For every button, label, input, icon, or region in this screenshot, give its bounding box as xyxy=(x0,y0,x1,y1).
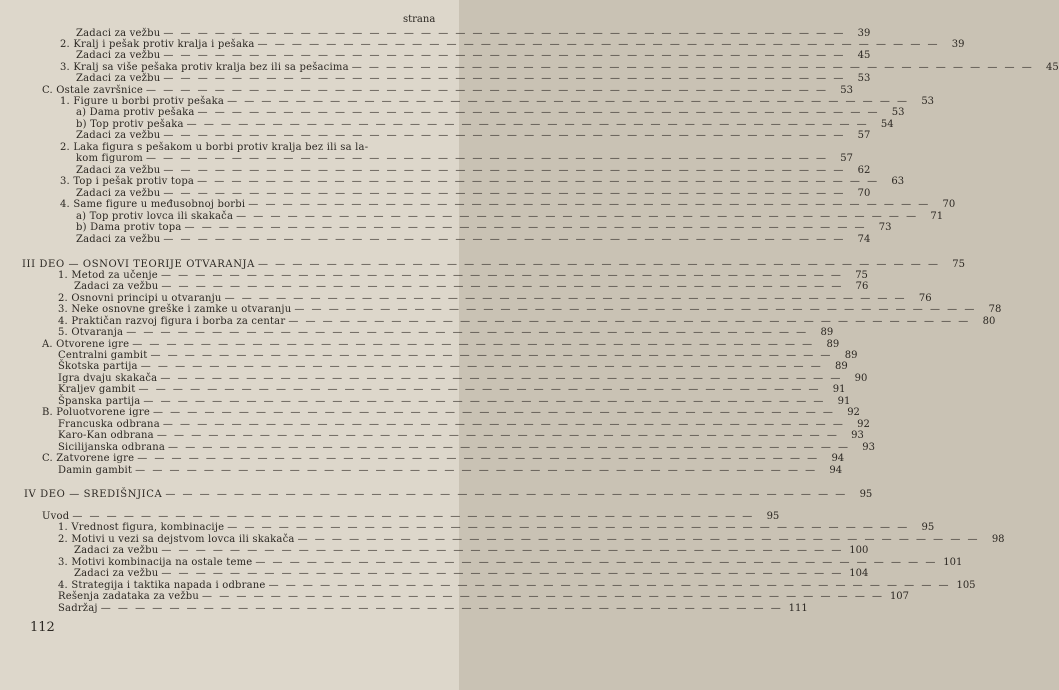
toc-entry-title: Damin gambit xyxy=(58,465,133,476)
toc-entry-title: Zadaci za vežbu xyxy=(76,28,161,39)
toc-entry-page: 74 xyxy=(857,234,871,245)
toc-entry xyxy=(74,281,869,292)
toc-entry xyxy=(76,234,871,245)
dash-leader: — — — — — — — — — — — — — — — — — — — — — — — — — — — — — — — — — — — — — — — — xyxy=(161,545,844,556)
toc-entry-title: 1. Figure u borbi protiv pešaka xyxy=(60,96,225,107)
dash-leader: — — — — — — — — — — — — — — — — — — — — — — — — — — — — — — — — — — — — — — — — xyxy=(163,28,846,39)
toc-entry-page: 54 xyxy=(880,119,894,130)
toc-entry-title: 1. Metod za učenje xyxy=(58,270,158,281)
toc-entry-title: A. Otvorene igre xyxy=(42,339,130,350)
dash-leader: — — — — — — — — — — — — — — — — — — — — — — — — — — — — — — — — — — — — — — — — xyxy=(72,511,755,522)
dash-leader: — — — — — — — — — — — — — — — — — — — — — — — — — — — — — — — — — — — — — — — — xyxy=(236,211,919,222)
toc-entry xyxy=(58,430,864,441)
toc-entry xyxy=(58,361,848,372)
toc-entry-title: 3. Motivi kombinacija na ostale teme xyxy=(58,557,253,568)
toc-entry-title: 4. Praktičan razvoj figura i borba za centar xyxy=(58,316,286,327)
toc-entry-title: Zadaci za vežbu xyxy=(76,130,161,141)
toc-entry-page: 101 xyxy=(943,557,963,568)
toc-entry-title: Uvod xyxy=(42,511,70,522)
toc-entry xyxy=(58,316,996,327)
dash-leader: — — — — — — — — — — — — — — — — — — — — — — — — — — — — — — — — — — — — — — — — xyxy=(288,316,971,327)
dash-leader: — — — — — — — — — — — — — — — — — — — — — — — — — — — — — — — — — — — — — — — — xyxy=(126,327,809,338)
dash-leader: — — — — — — — — — — — — — — — — — — — — — — — — — — — — — — — — — — — — — — — — xyxy=(160,270,843,281)
toc-entry-page: 111 xyxy=(788,603,808,614)
toc-entry-title: C. Ostale završnice xyxy=(42,85,144,96)
toc-entry-page: 73 xyxy=(878,222,892,233)
dash-leader: — — — — — — — — — — — — — — — — — — — — — — — — — — — — — — — — — — — — — — — — xyxy=(202,591,885,602)
toc-entry-title: B. Poluotvorene igre xyxy=(42,407,150,418)
dash-leader: — — — — — — — — — — — — — — — — — — — — — — — — — — — — — — — — — — — — — — — — xyxy=(163,165,846,176)
toc-entry xyxy=(58,293,932,304)
toc-entry-page: 92 xyxy=(847,407,860,418)
toc-entry-title: b) Dama protiv topa xyxy=(76,222,182,233)
toc-entry xyxy=(76,50,871,61)
toc-entry-title: Zadaci za vežbu xyxy=(74,568,159,579)
dash-leader: — — — — — — — — — — — — — — — — — — — — — — — — — — — — — — — — — — — — — — — — xyxy=(156,430,839,441)
toc-entry-page: 53 xyxy=(840,85,853,96)
toc-entry-title: Zadaci za vežbu xyxy=(76,234,161,245)
toc-entry-title: a) Dama protiv pešaka xyxy=(76,107,195,118)
toc-entry-page: 92 xyxy=(857,419,870,430)
toc-entry-page: 91 xyxy=(832,384,846,395)
toc-entry-page: 89 xyxy=(834,361,848,372)
toc-entry-page: 75 xyxy=(855,270,868,281)
page-number: 112 xyxy=(30,620,55,635)
toc-entry-page: 70 xyxy=(942,199,956,210)
page-column-header: strana xyxy=(403,14,436,25)
toc-entry xyxy=(76,119,894,130)
toc-entry xyxy=(76,165,871,176)
dash-leader: — — — — — — — — — — — — — — — — — — — — — — — — — — — — — — — — — — — — — — — — xyxy=(143,396,826,407)
dash-leader: — — — — — — — — — — — — — — — — — — — — — — — — — — — — — — — — — — — — — — — — xyxy=(257,39,940,50)
toc-entry xyxy=(58,603,808,614)
toc-entry xyxy=(58,580,976,591)
toc-entry-page: 100 xyxy=(849,545,869,556)
toc-entry-title: Centralni gambit xyxy=(58,350,148,361)
toc-entry xyxy=(76,73,871,84)
dash-leader: — — — — — — — — — — — — — — — — — — — — — — — — — — — — — — — — — — — — — — — — xyxy=(138,384,821,395)
dash-leader: — — — — — — — — — — — — — — — — — — — — — — — — — — — — — — — — — — — — — — — — xyxy=(248,199,931,210)
toc-entry-title: b) Top protiv pešaka xyxy=(76,119,184,130)
toc-entry xyxy=(58,350,858,361)
toc-entry-page: 89 xyxy=(844,350,858,361)
dash-leader: — — — — — — — — — — — — — — — — — — — — — — — — — — — — — — — — — — — — — — — — xyxy=(150,350,833,361)
dash-leader: — — — — — — — — — — — — — — — — — — — — — — — — — — — — — — — — — — — — — — — — xyxy=(160,373,843,384)
toc-entry-title: IV DEO — SREDIŠNJICA xyxy=(24,489,163,500)
dash-leader: — — — — — — — — — — — — — — — — — — — — — — — — — — — — — — — — — — — — — — — — xyxy=(140,361,823,372)
dash-leader: — — — — — — — — — — — — — — — — — — — — — — — — — — — — — — — — — — — — — — — — xyxy=(100,603,783,614)
toc-entry-page: 62 xyxy=(857,165,871,176)
toc-entry-title: 4. Same figure u međusobnoj borbi xyxy=(60,199,246,210)
dash-leader: — — — — — — — — — — — — — — — — — — — — — — — — — — — — — — — — — — — — — — — — xyxy=(162,419,845,430)
dash-leader: — — — — — — — — — — — — — — — — — — — — — — — — — — — — — — — — — — — — — — — — xyxy=(132,339,815,350)
toc-entry-title: C. Zatvorene igre xyxy=(42,453,135,464)
toc-entry-title: kom figurom xyxy=(76,153,143,164)
dash-leader: — — — — — — — — — — — — — — — — — — — — — — — — — — — — — — — — — — — — — — — — xyxy=(163,73,846,84)
toc-entry-title: Karo-Kan odbrana xyxy=(58,430,154,441)
toc-entry xyxy=(58,419,870,430)
toc-entry-page: 91 xyxy=(837,396,851,407)
toc-entry xyxy=(58,557,963,568)
dash-leader: — — — — — — — — — — — — — — — — — — — — — — — — — — — — — — — — — — — — — — — — xyxy=(165,489,848,500)
toc-entry-page: 107 xyxy=(889,591,910,602)
toc-entry-page: 93 xyxy=(862,442,876,453)
toc-entry-title: Škotska partija xyxy=(58,361,138,372)
toc-entry-page: 53 xyxy=(857,73,871,84)
dash-leader: — — — — — — — — — — — — — — — — — — — — — — — — — — — — — — — — — — — — — — — — xyxy=(186,119,869,130)
toc-entry-page: 105 xyxy=(956,580,976,591)
toc-entry-page: 57 xyxy=(857,130,871,141)
dash-leader: — — — — — — — — — — — — — — — — — — — — — — — — — — — — — — — — — — — — — — — — xyxy=(137,453,820,464)
toc-entry-title: 5. Otvaranja xyxy=(58,327,124,338)
toc-entry-title: 3. Top i pešak protiv topa xyxy=(60,176,195,187)
toc-entry xyxy=(60,199,956,210)
toc-entry xyxy=(74,568,869,579)
toc-entry xyxy=(76,211,944,222)
dash-leader: — — — — — — — — — — — — — — — — — — — — — — — — — — — — — — — — — — — — — — — — xyxy=(197,107,880,118)
toc-entry-title: 2. Kralj i pešak protiv kralja i pešaka xyxy=(60,39,255,50)
toc-entry-title: 4. Strategija i taktika napada i odbrane xyxy=(58,580,266,591)
toc-entry xyxy=(60,142,441,153)
toc-entry-title: Igra dvaju skakača xyxy=(58,373,158,384)
dash-leader: — — — — — — — — — — — — — — — — — — — — — — — — — — — — — — — — — — — — — — — — xyxy=(163,50,846,61)
toc-entry xyxy=(76,153,853,164)
toc-section-entry xyxy=(24,489,873,500)
toc-entry xyxy=(58,591,910,602)
toc-entry-page: 76 xyxy=(918,293,932,304)
toc-entry xyxy=(58,522,935,533)
toc-entry xyxy=(58,396,851,407)
toc-entry-page: 53 xyxy=(921,96,935,107)
dash-leader: — — — — — — — — — — — — — — — — — — — — — — — — — — — — — — — — — — — — — — — — xyxy=(351,62,1034,73)
toc-entry-title: 2. Motivi u vezi sa dejstvom lovca ili skakača xyxy=(58,534,295,545)
toc-entry xyxy=(76,188,871,199)
toc-entry-title: 1. Vrednost figura, kombinacije xyxy=(58,522,225,533)
toc-entry xyxy=(76,130,871,141)
toc-entry xyxy=(60,96,935,107)
toc-entry-title: III DEO — OSNOVI TEORIJE OTVARANJA xyxy=(22,259,255,270)
dash-leader: — — — — — — — — — — — — — — — — — — — — — — — — — — — — — — — — — — — — — — — — xyxy=(161,281,844,292)
toc-entry-page: 57 xyxy=(840,153,853,164)
toc-entry-page: 75 xyxy=(952,259,965,270)
toc-entry-title: Sicilijanska odbrana xyxy=(58,442,166,453)
toc-entry-page: 94 xyxy=(831,453,845,464)
toc-entry-page: 90 xyxy=(854,373,868,384)
toc-entry-title: Zadaci za vežbu xyxy=(76,188,161,199)
toc-entry xyxy=(42,511,780,522)
toc-entry-page: 95 xyxy=(766,511,780,522)
dash-leader: — — — — — — — — — — — — — — — — — — — — — — — — — — — — — — — — — — — — — — — — xyxy=(227,522,910,533)
toc-entry-page: 78 xyxy=(988,304,1002,315)
dash-leader: — — — — — — — — — — — — — — — — — — — — — — — — — — — — — — — — — — — — — — — — xyxy=(152,407,835,418)
dash-leader: — — — — — — — — — — — — — — — — — — — — — — — — — — — — — — — — — — — — — — — — xyxy=(184,222,867,233)
toc-entry xyxy=(58,270,868,281)
toc-entry-title: 2. Osnovni principi u otvaranju xyxy=(58,293,222,304)
dash-leader: — — — — — — — — — — — — — — — — — — — — — — — — — — — — — — — — — — — — — — — — xyxy=(168,442,851,453)
toc-section-entry xyxy=(22,259,965,270)
dash-leader: — — — — — — — — — — — — — — — — — — — — — — — — — — — — — — — — — — — — — — — — xyxy=(161,568,844,579)
toc-entry-page: 80 xyxy=(982,316,996,327)
toc-entry xyxy=(58,327,834,338)
dash-leader: — — — — — — — — — — — — — — — — — — — — — — — — — — — — — — — — — — — — — — — — xyxy=(257,259,940,270)
toc-entry xyxy=(60,62,1059,73)
dash-leader: — — — — — — — — — — — — — — — — — — — — — — — — — — — — — — — — — — — — — — — — xyxy=(224,293,907,304)
toc-entry-page: 70 xyxy=(857,188,871,199)
toc-entry-title: Rešenja zadataka za vežbu xyxy=(58,591,200,602)
dash-leader: — — — — — — — — — — — — — — — — — — — — — — — — — — — — — — — — — — — — — — — — xyxy=(197,176,880,187)
toc-entry-title: Španska partija xyxy=(58,396,141,407)
toc-entry xyxy=(60,176,905,187)
toc-entry xyxy=(42,339,840,350)
toc-entry-page: 39 xyxy=(857,28,871,39)
toc-entry-title: 2. Laka figura s pešakom u borbi protiv kralja bez ili sa la- xyxy=(60,142,369,153)
toc-entry-page: 98 xyxy=(991,534,1005,545)
toc-entry-title: 3. Neke osnovne greške i zamke u otvaranju xyxy=(58,304,292,315)
toc-entry-page: 53 xyxy=(891,107,905,118)
toc-entry xyxy=(60,39,965,50)
toc-entry xyxy=(76,107,905,118)
dash-leader: — — — — — — — — — — — — — — — — — — — — — — — — — — — — — — — — — — — — — — — — xyxy=(163,130,846,141)
toc-entry xyxy=(76,222,892,233)
toc-entry xyxy=(58,304,1002,315)
dash-leader: — — — — — — — — — — — — — — — — — — — — — — — — — — — — — — — — — — — — — — — — xyxy=(294,304,977,315)
toc-entry-title: Sadržaj xyxy=(58,603,98,614)
toc-entry-page: 63 xyxy=(891,176,905,187)
toc-entry-page: 39 xyxy=(951,39,965,50)
toc-entry-page: 93 xyxy=(851,430,864,441)
toc-entry-page: 89 xyxy=(820,327,834,338)
toc-entry-title: a) Top protiv lovca ili skakača xyxy=(76,211,234,222)
toc-entry-page: 76 xyxy=(855,281,869,292)
toc-entry-page: 95 xyxy=(859,489,873,500)
toc-entry-title: 3. Kralj sa više pešaka protiv kralja bez ili sa pešacima xyxy=(60,62,349,73)
toc-entry-page: 89 xyxy=(826,339,840,350)
dash-leader: — — — — — — — — — — — — — — — — — — — — — — — — — — — — — — — — — — — — — — — — xyxy=(268,580,951,591)
toc-entry xyxy=(58,442,876,453)
dash-leader: — — — — — — — — — — — — — — — — — — — — — — — — — — — — — — — — — — — — — — — — xyxy=(163,234,846,245)
toc-entry xyxy=(58,465,843,476)
dash-leader: — — — — — — — — — — — — — — — — — — — — — — — — — — — — — — — — — — — — — — — — xyxy=(135,465,818,476)
dash-leader: — — — — — — — — — — — — — — — — — — — — — — — — — — — — — — — — — — — — — — — — xyxy=(163,188,846,199)
toc-entry-title: Zadaci za vežbu xyxy=(76,73,161,84)
toc-entry-title: Francuska odbrana xyxy=(58,419,160,430)
toc-entry xyxy=(58,384,846,395)
dash-leader: — — — — — — — — — — — — — — — — — — — — — — — — — — — — — — — — — — — — — — — — xyxy=(297,534,980,545)
toc-entry-page: 45 xyxy=(1045,62,1059,73)
toc-entry xyxy=(42,453,845,464)
toc-entry-page: 94 xyxy=(829,465,843,476)
dash-leader: — — — — — — — — — — — — — — — — — — — — — — — — — — — — — — — — — — — — — — — — xyxy=(255,557,938,568)
toc-entry xyxy=(42,407,860,418)
toc-entry xyxy=(58,373,868,384)
toc-entry-title: Zadaci za vežbu xyxy=(76,50,161,61)
toc-entry-page: 95 xyxy=(921,522,935,533)
toc-entry-page: 45 xyxy=(857,50,871,61)
toc-entry-title: Zadaci za vežbu xyxy=(74,281,159,292)
toc-entry xyxy=(42,85,853,96)
toc-entry xyxy=(76,28,871,39)
dash-leader: — — — — — — — — — — — — — — — — — — — — — — — — — — — — — — — — — — — — — — — — xyxy=(227,96,910,107)
toc-entry-title: Kraljev gambit xyxy=(58,384,136,395)
toc-entry-page: 104 xyxy=(849,568,869,579)
toc-entry xyxy=(58,534,1005,545)
toc-entry-title: Zadaci za vežbu xyxy=(76,165,161,176)
toc-entry xyxy=(74,545,869,556)
dash-leader: — — — — — — — — — — — — — — — — — — — — — — — — — — — — — — — — — — — — — — — — xyxy=(146,85,828,96)
dash-leader: — — — — — — — — — — — — — — — — — — — — — — — — — — — — — — — — — — — — — — — — xyxy=(145,153,828,164)
toc-entry-title: Zadaci za vežbu xyxy=(74,545,159,556)
toc-entry-page: 71 xyxy=(930,211,944,222)
